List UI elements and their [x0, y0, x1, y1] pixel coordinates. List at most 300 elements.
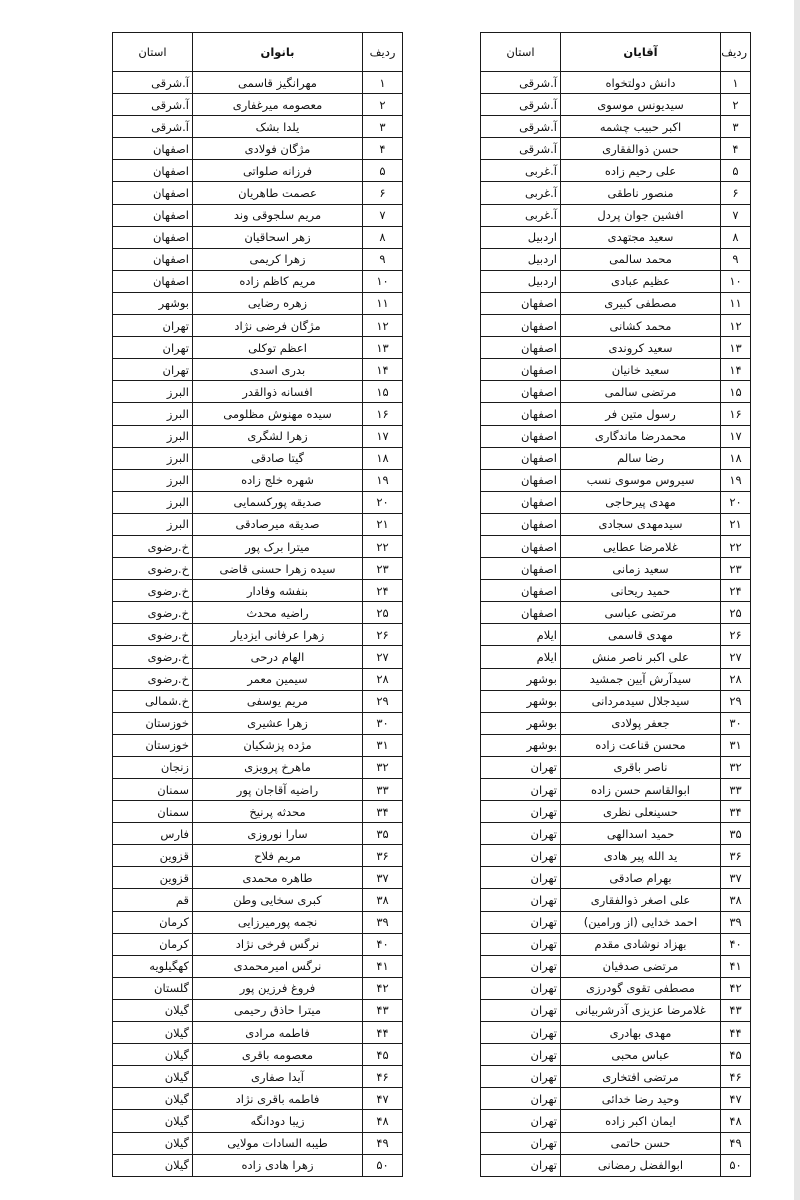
table-row — [113, 845, 403, 867]
table-row — [113, 315, 403, 337]
table-row — [113, 999, 403, 1021]
row-index: ۲۵ — [721, 602, 751, 624]
row-province: آ.شرقی — [481, 72, 561, 94]
row-index: ۸ — [721, 226, 751, 248]
row-name: علی اصغر ذوالفقاری — [561, 889, 721, 911]
row-province: قزوین — [113, 867, 193, 889]
row-name: اکبر حبیب چشمه — [561, 116, 721, 138]
row-index: ۵۰ — [721, 1154, 751, 1176]
table-row — [481, 690, 751, 712]
table-row — [113, 1066, 403, 1088]
row-province: اصفهان — [481, 580, 561, 602]
women-header-row — [113, 33, 403, 72]
row-index: ۴۰ — [721, 933, 751, 955]
table-row — [481, 447, 751, 469]
row-province: اصفهان — [481, 513, 561, 535]
table-row — [481, 889, 751, 911]
row-name: معصومه باقری — [193, 1044, 363, 1066]
row-index: ۴۵ — [721, 1044, 751, 1066]
row-province: اصفهان — [113, 270, 193, 292]
row-province: سمنان — [113, 779, 193, 801]
row-name: حسن حاتمی — [561, 1132, 721, 1154]
row-province: گیلان — [113, 999, 193, 1021]
table-row — [113, 646, 403, 668]
table-row — [481, 359, 751, 381]
row-name: زهر اسحاقیان — [193, 226, 363, 248]
table-row — [481, 1154, 751, 1176]
table-row — [113, 337, 403, 359]
row-name: طیبه السادات مولایی — [193, 1132, 363, 1154]
row-province: قم — [113, 889, 193, 911]
row-province: تهران — [481, 955, 561, 977]
row-province: اصفهان — [113, 182, 193, 204]
table-row — [113, 690, 403, 712]
row-index: ۴ — [363, 138, 403, 160]
row-index: ۴۶ — [363, 1066, 403, 1088]
table-row — [481, 72, 751, 94]
table-row — [481, 779, 751, 801]
row-name: زهره رضایی — [193, 292, 363, 314]
table-row — [113, 447, 403, 469]
row-name: محمد کشانی — [561, 315, 721, 337]
row-province: سمنان — [113, 801, 193, 823]
table-row — [113, 292, 403, 314]
table-row — [481, 1022, 751, 1044]
row-name: علی رحیم زاده — [561, 160, 721, 182]
table-row — [481, 204, 751, 226]
row-index: ۲۱ — [721, 513, 751, 535]
row-province: ایلام — [481, 624, 561, 646]
row-name: طاهره محمدی — [193, 867, 363, 889]
row-name: ابوالفضل رمضانی — [561, 1154, 721, 1176]
row-name: افسانه ذوالقدر — [193, 381, 363, 403]
row-index: ۳۵ — [721, 823, 751, 845]
row-index: ۲ — [721, 94, 751, 116]
row-name: فروغ فرزین پور — [193, 977, 363, 999]
row-province: گیلان — [113, 1022, 193, 1044]
row-index: ۵ — [363, 160, 403, 182]
row-province: خ.رضوی — [113, 602, 193, 624]
table-row — [113, 823, 403, 845]
row-index: ۶ — [721, 182, 751, 204]
row-province: خ.رضوی — [113, 646, 193, 668]
row-province: اردبیل — [481, 270, 561, 292]
row-name: فاطمه باقری نژاد — [193, 1088, 363, 1110]
row-name: مژگان فولادی — [193, 138, 363, 160]
row-name: نرگس فرخی نژاد — [193, 933, 363, 955]
row-province: آ.غربی — [481, 204, 561, 226]
row-index: ۵۰ — [363, 1154, 403, 1176]
row-province: بوشهر — [481, 690, 561, 712]
row-name: رضا سالم — [561, 447, 721, 469]
row-province: تهران — [481, 1110, 561, 1132]
row-name: مریم یوسفی — [193, 690, 363, 712]
row-province: بوشهر — [481, 668, 561, 690]
row-name: مریم فلاح — [193, 845, 363, 867]
row-index: ۳۸ — [721, 889, 751, 911]
row-name: سعید خانیان — [561, 359, 721, 381]
row-index: ۴۷ — [363, 1088, 403, 1110]
row-province: آ.شرقی — [481, 116, 561, 138]
row-province: خ.رضوی — [113, 668, 193, 690]
table-row — [481, 602, 751, 624]
table-row — [481, 403, 751, 425]
table-row — [481, 911, 751, 933]
row-index: ۳۳ — [721, 779, 751, 801]
row-index: ۲۶ — [721, 624, 751, 646]
row-province: آ.غربی — [481, 182, 561, 204]
row-name: راضیه محدث — [193, 602, 363, 624]
row-index: ۲ — [363, 94, 403, 116]
row-name: سیدیونس موسوی — [561, 94, 721, 116]
row-name: منصور ناطقی — [561, 182, 721, 204]
table-row — [481, 668, 751, 690]
row-province: آ.شرقی — [481, 94, 561, 116]
row-index: ۳۷ — [721, 867, 751, 889]
row-name: صدیقه پورکسمایی — [193, 491, 363, 513]
row-index: ۱۲ — [363, 315, 403, 337]
row-index: ۲۷ — [363, 646, 403, 668]
table-row — [481, 624, 751, 646]
row-province: تهران — [481, 801, 561, 823]
row-name: حمید ریحانی — [561, 580, 721, 602]
table-row — [113, 734, 403, 756]
row-province: تهران — [481, 779, 561, 801]
row-index: ۳۹ — [363, 911, 403, 933]
row-name: مرتضی عباسی — [561, 602, 721, 624]
row-name: سیده زهرا حسنی قاضی — [193, 558, 363, 580]
table-row — [113, 425, 403, 447]
table-row — [481, 226, 751, 248]
row-index: ۱۵ — [721, 381, 751, 403]
row-name: سیدمهدی سجادی — [561, 513, 721, 535]
table-row — [113, 116, 403, 138]
row-province: اصفهان — [113, 248, 193, 270]
row-province: تهران — [113, 315, 193, 337]
row-province: البرز — [113, 469, 193, 491]
row-name: رسول متین فر — [561, 403, 721, 425]
table-row — [481, 1110, 751, 1132]
row-index: ۳۸ — [363, 889, 403, 911]
table-row — [113, 580, 403, 602]
table-row — [113, 712, 403, 734]
row-name: غلامرضا عطایی — [561, 535, 721, 557]
row-name: زهرا عشیری — [193, 712, 363, 734]
row-name: عباس محبی — [561, 1044, 721, 1066]
table-row — [481, 646, 751, 668]
men-header-row — [481, 33, 751, 72]
row-province: گیلان — [113, 1132, 193, 1154]
table-row — [113, 779, 403, 801]
row-name: شهره خلج زاده — [193, 469, 363, 491]
row-index: ۱۵ — [363, 381, 403, 403]
row-name: محمد سالمی — [561, 248, 721, 270]
row-name: مهدی پیرحاجی — [561, 491, 721, 513]
table-row — [481, 469, 751, 491]
row-index: ۲۹ — [363, 690, 403, 712]
row-name: مهدی قاسمی — [561, 624, 721, 646]
table-row — [113, 955, 403, 977]
row-province: تهران — [113, 359, 193, 381]
table-row — [481, 1132, 751, 1154]
row-province: بوشهر — [113, 292, 193, 314]
table-row — [113, 381, 403, 403]
row-province: آ.شرقی — [481, 138, 561, 160]
row-province: اصفهان — [481, 359, 561, 381]
row-name: زهرا لشگری — [193, 425, 363, 447]
row-province: اصفهان — [481, 337, 561, 359]
row-index: ۱۱ — [363, 292, 403, 314]
table-row — [481, 867, 751, 889]
row-province: تهران — [481, 1022, 561, 1044]
table-row — [481, 823, 751, 845]
row-province: بوشهر — [481, 712, 561, 734]
row-name: حسینعلی نظری — [561, 801, 721, 823]
row-province: اصفهان — [481, 602, 561, 624]
row-province: اصفهان — [481, 535, 561, 557]
row-province: ایلام — [481, 646, 561, 668]
row-name: ماهرخ پرویزی — [193, 756, 363, 778]
row-index: ۹ — [363, 248, 403, 270]
table-row — [481, 160, 751, 182]
table-row — [481, 1066, 751, 1088]
row-province: گیلان — [113, 1088, 193, 1110]
row-index: ۴۹ — [721, 1132, 751, 1154]
table-row — [113, 977, 403, 999]
row-name: محسن قناعت زاده — [561, 734, 721, 756]
row-province: اصفهان — [113, 226, 193, 248]
women-roster-body — [113, 72, 403, 1177]
table-row — [113, 535, 403, 557]
row-province: تهران — [481, 867, 561, 889]
row-name: بدری اسدی — [193, 359, 363, 381]
row-index: ۱۰ — [721, 270, 751, 292]
men-province-header: استان — [481, 33, 561, 72]
row-name: یلدا بشک — [193, 116, 363, 138]
row-province: تهران — [481, 1066, 561, 1088]
table-row — [113, 867, 403, 889]
row-index: ۷ — [721, 204, 751, 226]
row-index: ۲۲ — [721, 535, 751, 557]
row-province: تهران — [481, 977, 561, 999]
row-index: ۲۰ — [363, 491, 403, 513]
row-name: راضیه آقاجان پور — [193, 779, 363, 801]
row-index: ۱۷ — [363, 425, 403, 447]
women-title: بانوان — [193, 33, 363, 72]
row-name: بهزاد نوشادی مقدم — [561, 933, 721, 955]
table-row — [481, 248, 751, 270]
row-index: ۲۷ — [721, 646, 751, 668]
row-index: ۱۶ — [363, 403, 403, 425]
row-province: آ.غربی — [481, 160, 561, 182]
row-name: سعید کروندی — [561, 337, 721, 359]
table-row — [481, 94, 751, 116]
row-index: ۲۰ — [721, 491, 751, 513]
row-name: سعید مجتهدی — [561, 226, 721, 248]
row-name: فاطمه مرادی — [193, 1022, 363, 1044]
row-index: ۱۹ — [363, 469, 403, 491]
row-index: ۳۶ — [721, 845, 751, 867]
row-index: ۲۱ — [363, 513, 403, 535]
row-index: ۳ — [363, 116, 403, 138]
row-province: اصفهان — [481, 315, 561, 337]
row-index: ۲۳ — [721, 558, 751, 580]
row-name: سیدآرش آیین جمشید — [561, 668, 721, 690]
row-province: تهران — [481, 823, 561, 845]
table-row — [113, 248, 403, 270]
row-name: سارا نوروزی — [193, 823, 363, 845]
row-province: اصفهان — [481, 558, 561, 580]
table-row — [481, 955, 751, 977]
row-province: اردبیل — [481, 248, 561, 270]
row-name: مژده پزشکیان — [193, 734, 363, 756]
row-name: سیروس موسوی نسب — [561, 469, 721, 491]
table-row — [481, 933, 751, 955]
row-index: ۴۴ — [721, 1022, 751, 1044]
row-index: ۱۷ — [721, 425, 751, 447]
row-index: ۳۳ — [363, 779, 403, 801]
row-province: اردبیل — [481, 226, 561, 248]
table-row — [113, 602, 403, 624]
table-row — [113, 801, 403, 823]
women-roster-table — [112, 32, 403, 1177]
men-title: آقایان — [561, 33, 721, 72]
row-province: البرز — [113, 513, 193, 535]
row-index: ۳۶ — [363, 845, 403, 867]
row-index: ۴۰ — [363, 933, 403, 955]
row-index: ۲۹ — [721, 690, 751, 712]
row-index: ۴۱ — [363, 955, 403, 977]
row-index: ۴ — [721, 138, 751, 160]
row-index: ۴۲ — [721, 977, 751, 999]
row-name: علی اکبر ناصر منش — [561, 646, 721, 668]
row-index: ۳ — [721, 116, 751, 138]
row-province: اصفهان — [481, 469, 561, 491]
row-province: تهران — [481, 1088, 561, 1110]
row-name: ناصر باقری — [561, 756, 721, 778]
row-name: عصمت طاهریان — [193, 182, 363, 204]
row-province: خ.رضوی — [113, 535, 193, 557]
table-row — [113, 182, 403, 204]
row-index: ۴۳ — [721, 999, 751, 1021]
table-row — [481, 1088, 751, 1110]
row-name: مژگان فرضی نژاد — [193, 315, 363, 337]
table-row — [113, 226, 403, 248]
row-name: مرتضی افتخاری — [561, 1066, 721, 1088]
row-name: زهرا کریمی — [193, 248, 363, 270]
row-province: تهران — [481, 933, 561, 955]
row-province: تهران — [481, 1132, 561, 1154]
row-name: مصطفی تقوی گودرزی — [561, 977, 721, 999]
row-index: ۲۸ — [363, 668, 403, 690]
row-name: مصطفی کبیری — [561, 292, 721, 314]
row-name: میترا حاذق رحیمی — [193, 999, 363, 1021]
table-row — [481, 999, 751, 1021]
row-province: زنجان — [113, 756, 193, 778]
row-name: جعفر پولادی — [561, 712, 721, 734]
table-row — [113, 513, 403, 535]
row-province: اصفهان — [481, 403, 561, 425]
table-row — [113, 624, 403, 646]
row-name: نجمه پورمیرزایی — [193, 911, 363, 933]
table-row — [113, 558, 403, 580]
row-province: تهران — [113, 337, 193, 359]
row-name: حسن ذوالفقاری — [561, 138, 721, 160]
row-name: معصومه میرغفاری — [193, 94, 363, 116]
table-row — [113, 469, 403, 491]
row-name: بهرام صادقی — [561, 867, 721, 889]
row-index: ۳۵ — [363, 823, 403, 845]
row-index: ۲۶ — [363, 624, 403, 646]
row-index: ۱۳ — [363, 337, 403, 359]
row-province: خوزستان — [113, 734, 193, 756]
row-index: ۷ — [363, 204, 403, 226]
table-row — [481, 756, 751, 778]
table-row — [481, 845, 751, 867]
row-name: محمدرضا ماندگاری — [561, 425, 721, 447]
row-name: دانش دولتخواه — [561, 72, 721, 94]
row-province: اصفهان — [481, 447, 561, 469]
row-name: زیبا دودانگه — [193, 1110, 363, 1132]
row-province: آ.شرقی — [113, 116, 193, 138]
row-index: ۸ — [363, 226, 403, 248]
table-row — [481, 580, 751, 602]
row-index: ۲۴ — [721, 580, 751, 602]
table-row — [481, 977, 751, 999]
table-row — [481, 381, 751, 403]
row-province: تهران — [481, 999, 561, 1021]
table-row — [113, 1110, 403, 1132]
row-index: ۴۸ — [721, 1110, 751, 1132]
table-row — [481, 116, 751, 138]
row-province: اصفهان — [113, 138, 193, 160]
row-province: البرز — [113, 381, 193, 403]
row-index: ۳۲ — [363, 756, 403, 778]
row-name: ایمان اکبر زاده — [561, 1110, 721, 1132]
table-row — [113, 94, 403, 116]
row-province: خ.رضوی — [113, 558, 193, 580]
row-province: کرمان — [113, 933, 193, 955]
row-province: قزوین — [113, 845, 193, 867]
row-province: کرمان — [113, 911, 193, 933]
table-row — [113, 911, 403, 933]
row-province: تهران — [481, 756, 561, 778]
row-index: ۱۰ — [363, 270, 403, 292]
table-row — [481, 491, 751, 513]
table-row — [113, 1044, 403, 1066]
row-province: گیلان — [113, 1044, 193, 1066]
row-province: گیلان — [113, 1110, 193, 1132]
row-province: خ.رضوی — [113, 580, 193, 602]
row-name: مرتضی صدفیان — [561, 955, 721, 977]
row-index: ۱۲ — [721, 315, 751, 337]
row-name: ید الله پیر هادی — [561, 845, 721, 867]
table-row — [481, 138, 751, 160]
row-name: زهرا عرفانی ایزدیار — [193, 624, 363, 646]
row-name: سیده مهنوش مظلومی — [193, 403, 363, 425]
row-name: عظیم عبادی — [561, 270, 721, 292]
row-province: فارس — [113, 823, 193, 845]
men-index-header: ردیف — [721, 33, 751, 72]
row-index: ۳۹ — [721, 911, 751, 933]
row-index: ۴۲ — [363, 977, 403, 999]
row-province: بوشهر — [481, 734, 561, 756]
table-row — [113, 889, 403, 911]
row-index: ۴۳ — [363, 999, 403, 1021]
men-roster-body — [481, 72, 751, 1177]
table-row — [113, 668, 403, 690]
row-index: ۴۸ — [363, 1110, 403, 1132]
